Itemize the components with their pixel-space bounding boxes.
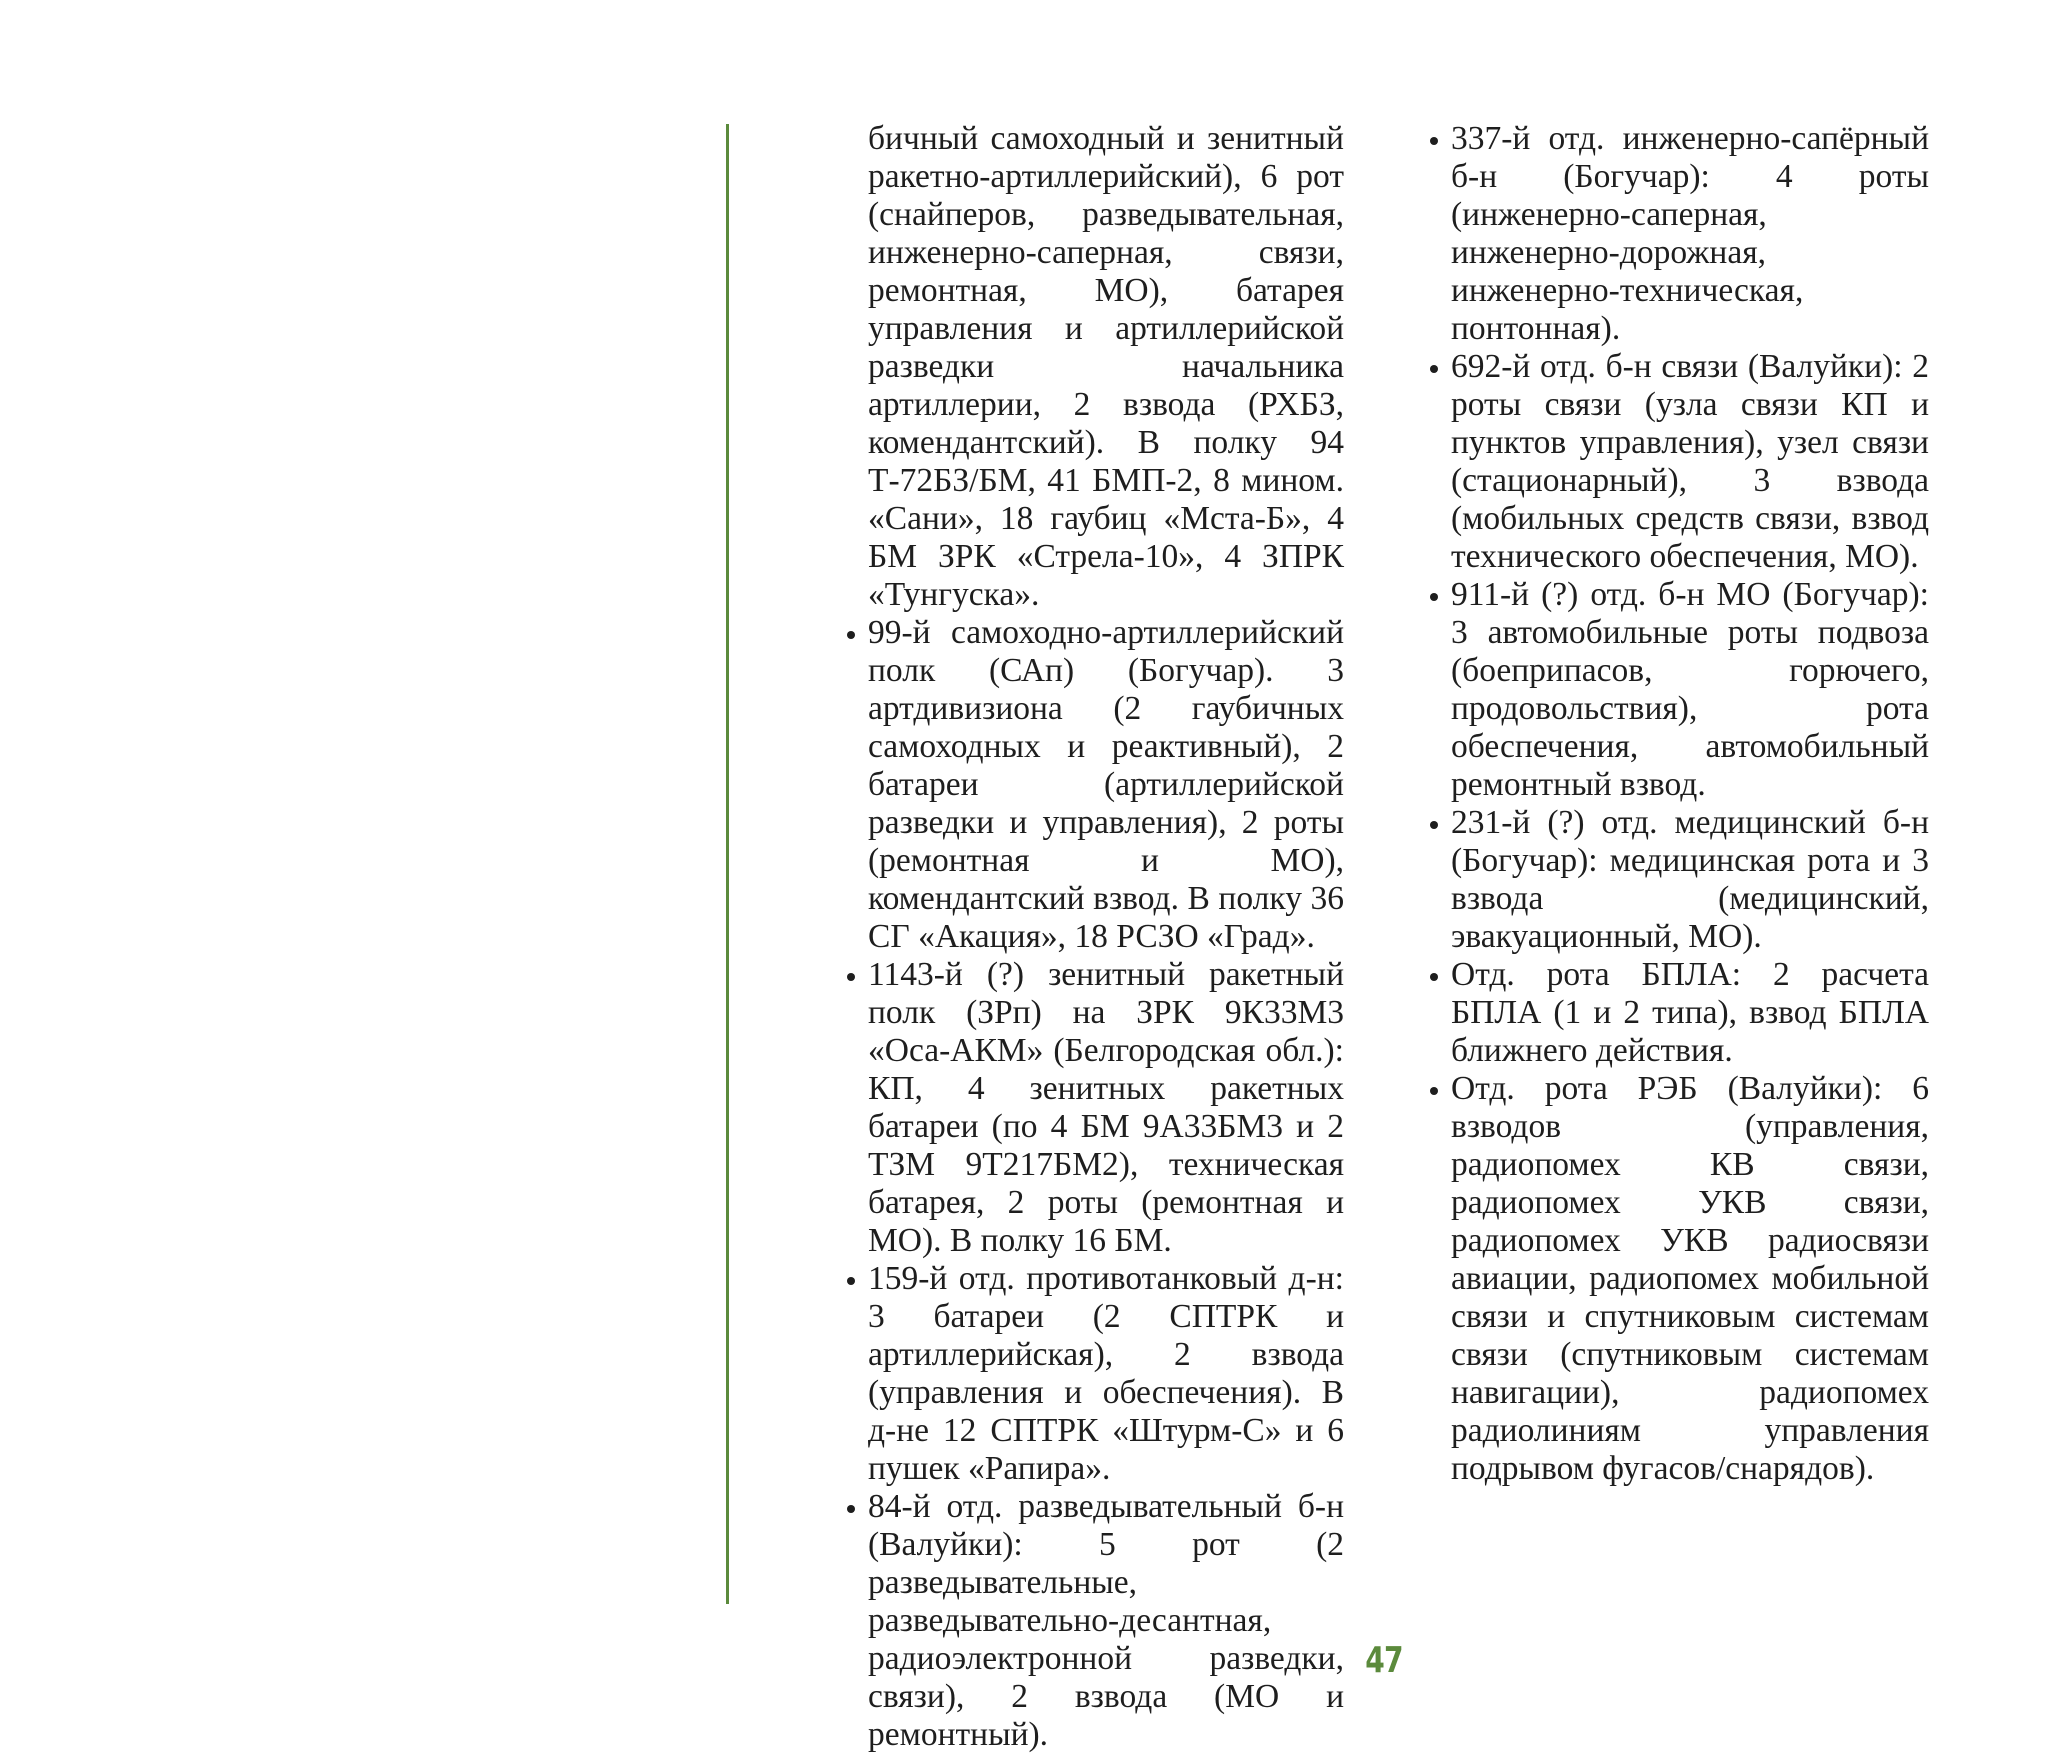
list-item: Отд. рота РЭБ (Валуйки): 6 взводов (управления, радиопомех КВ связи, радиопомех УКВ связи, радиопомех УКВ радиосвязи авиации, радиопомех мобильной связи и спутниковым системам связи (спутниковым системам навигации), радиопомех радиолиниям управления подрывом фугасов/снарядов).: [1451, 1070, 1929, 1487]
left-bullet-list: [868, 614, 1344, 1754]
right-text-column: [1451, 120, 1929, 1488]
right-bullet-list: [1451, 120, 1929, 1488]
list-item: 1143-й (?) зенитный ракетный полк (ЗРп) на ЗРК 9К33М3 «Оса-АКМ» (Белгородская обл.): КП, 4 зенитных ракетных батареи (по 4 БМ 9А33БМ3 и 2 ТЗМ 9Т217БМ2), техническая батарея, 2 роты (ремонтная и МО). В полку 16 БМ.: [868, 956, 1344, 1259]
list-item: 692-й отд. б-н связи (Валуйки): 2 роты связи (узла связи КП и пунктов управления), узел связи (стационарный), 3 взвода (мобильных средств связи, взвод технического обеспечения, МО).: [1451, 348, 1929, 575]
list-item: 99-й самоходно-артиллерийский полк (САп) (Богучар). 3 артдивизиона (2 гаубичных самоходных и реактивный), 2 батареи (артиллерийской разведки и управления), 2 роты (ремонтная и МО), комендантский взвод. В полку 36 СГ «Акация», 18 РСЗО «Град».: [868, 614, 1344, 955]
list-item: 231-й (?) отд. медицинский б-н (Богучар): медицинская рота и 3 взвода (медицинский, эвакуационный, МО).: [1451, 804, 1929, 955]
left-text-column: [868, 120, 1344, 1754]
list-item: 84-й отд. разведывательный б-н (Валуйки): 5 рот (2 разведывательные, разведывательно-десантная, радиоэлектронной разведки, связи), 2 взвода (МО и ремонтный).: [868, 1488, 1344, 1753]
list-item: 159-й отд. противотанковый д-н: 3 батареи (2 СПТРК и артиллерийская), 2 взвода (управления и обеспечения). В д-не 12 СПТРК «Штурм-С» и 6 пушек «Рапира».: [868, 1260, 1344, 1487]
list-item: 911-й (?) отд. б-н МО (Богучар): 3 автомобильные роты подвоза (боеприпасов, горючего, продовольствия), рота обеспечения, автомобильный ремонтный взвод.: [1451, 576, 1929, 803]
continuation-paragraph: бичный самоходный и зенитный ракетно-артиллерийский), 6 рот (снайперов, разведывательная, инженерно-саперная, связи, ремонтная, МО), батарея управления и артиллерийской разведки начальника артиллерии, 2 взвода (РХБЗ, комендантский). В полку 94 Т-72БЗ/БМ, 41 БМП-2, 8 мином. «Сани», 18 гаубиц «Мста-Б», 4 БМ ЗРК «Стрела-10», 4 ЗПРК «Тунгуска».: [868, 120, 1344, 613]
page-number: 47: [1365, 1640, 1403, 1681]
list-item: Отд. рота БПЛА: 2 расчета БПЛА (1 и 2 типа), взвод БПЛА ближнего действия.: [1451, 956, 1929, 1069]
margin-rule: [726, 124, 729, 1604]
list-item: 337-й отд. инженерно-сапёрный б-н (Богучар): 4 роты (инженерно-саперная, инженерно-дорожная, инженерно-техническая, понтонная).: [1451, 120, 1929, 347]
